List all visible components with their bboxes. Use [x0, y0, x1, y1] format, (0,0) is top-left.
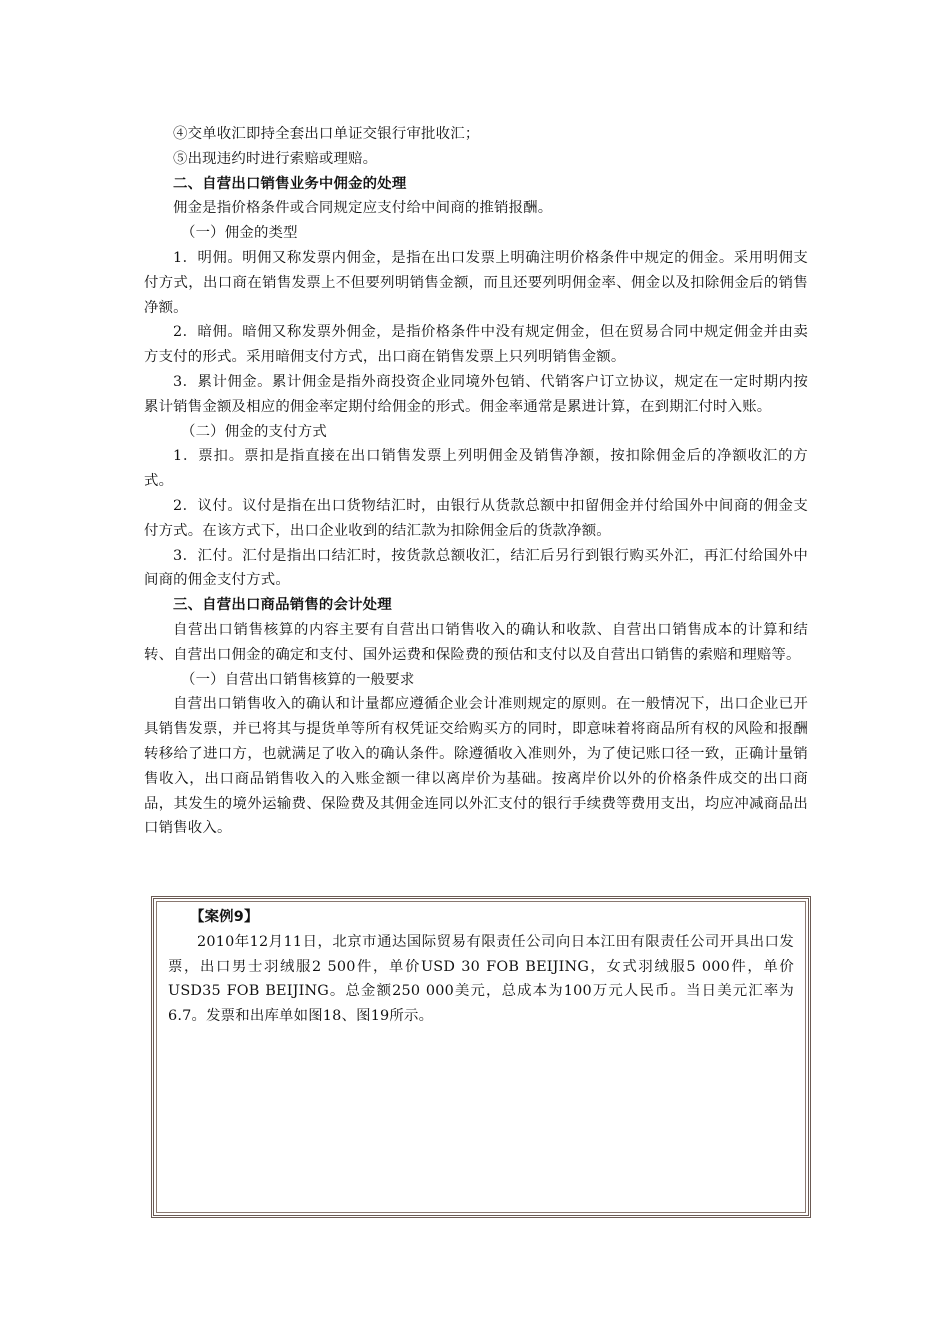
case-title: 【案例9】: [190, 909, 259, 925]
section-heading: 二、自营出口销售业务中佣金的处理: [173, 175, 407, 192]
case-content: [168, 905, 794, 1029]
paragraph: 佣金是指价格条件或合同规定应支付给中间商的推销报酬。: [173, 200, 553, 217]
paragraph: 自营出口销售核算的内容主要有自营出口销售收入的确认和收款、自营出口销售成本的计算和结转、自营出口佣金的确定和支付、国外运费和保险费的预估和支付以及自营出口销售的索赔和理赔等。: [144, 621, 808, 663]
case-paragraph: 2010年12月11日，北京市通达国际贸易有限责任公司向日本江田有限责任公司开具出口发票，出口男士羽绒服2 500件，单价USD 30 FOB BEIJING，女式羽绒服5 000件，单价USD35 FOB BEIJING。总金额250 000美元，总成本为100万元人民币。当日美元汇率为6.7。发票和出库单如图18、图19所示。: [168, 933, 794, 1025]
document-body: [144, 122, 808, 841]
paragraph: 2．暗佣。暗佣又称发票外佣金，是指价格条件中没有规定佣金，但在贸易合同中规定佣金并由卖方支付的形式。采用暗佣支付方式，出口商在销售发票上只列明销售金额。: [144, 324, 808, 366]
subsection-heading: （二）佣金的支付方式: [181, 423, 327, 440]
paragraph: 3．累计佣金。累计佣金是指外商投资企业同境外包销、代销客户订立协议，规定在一定时期内按累计销售金额及相应的佣金率定期付给佣金的形式。佣金率通常是累进计算，在到期汇付时入账。: [144, 373, 808, 415]
list-item: ④交单收汇即持全套出口单证交银行审批收汇；: [173, 126, 480, 142]
paragraph: 1．明佣。明佣又称发票内佣金，是指在出口发票上明确注明价格条件中规定的佣金。采用明佣支付方式，出口商在销售发票上不但要列明销售金额，而且还要列明佣金率、佣金以及扣除佣金后的销售净额。: [144, 249, 808, 316]
case-box: [151, 896, 811, 1218]
list-item: ⑤出现违约时进行索赔或理赔。: [173, 150, 378, 167]
paragraph: 3．汇付。汇付是指出口结汇时，按货款总额收汇，结汇后另行到银行购买外汇，再汇付给国外中间商的佣金支付方式。: [144, 547, 808, 589]
section-heading: 三、自营出口商品销售的会计处理: [173, 597, 392, 614]
paragraph: 1．票扣。票扣是指直接在出口销售发票上列明佣金及销售净额，按扣除佣金后的净额收汇的方式。: [144, 448, 808, 490]
paragraph: 2．议付。议付是指在出口货物结汇时，由银行从货款总额中扣留佣金并付给国外中间商的佣金支付方式。在该方式下，出口企业收到的结汇款为扣除佣金后的货款净额。: [144, 497, 808, 539]
paragraph: 自营出口销售收入的确认和计量都应遵循企业会计准则规定的原则。在一般情况下，出口企业已开具销售发票，并已将其与提货单等所有权凭证交给购买方的同时，即意味着将商品所有权的风险和报酬转移给了进口方，也就满足了收入的确认条件。除遵循收入准则外，为了使记账口径一致，正确计量销售收入，出口商品销售收入的入账金额一律以离岸价为基础。按离岸价以外的价格条件成交的出口商品，其发生的境外运输费、保险费及其佣金连同以外汇支付的银行手续费等费用支出，均应冲减商品出口销售收入。: [144, 696, 808, 837]
subsection-heading: （一）自营出口销售核算的一般要求: [181, 671, 415, 688]
subsection-heading: （一）佣金的类型: [181, 225, 298, 242]
